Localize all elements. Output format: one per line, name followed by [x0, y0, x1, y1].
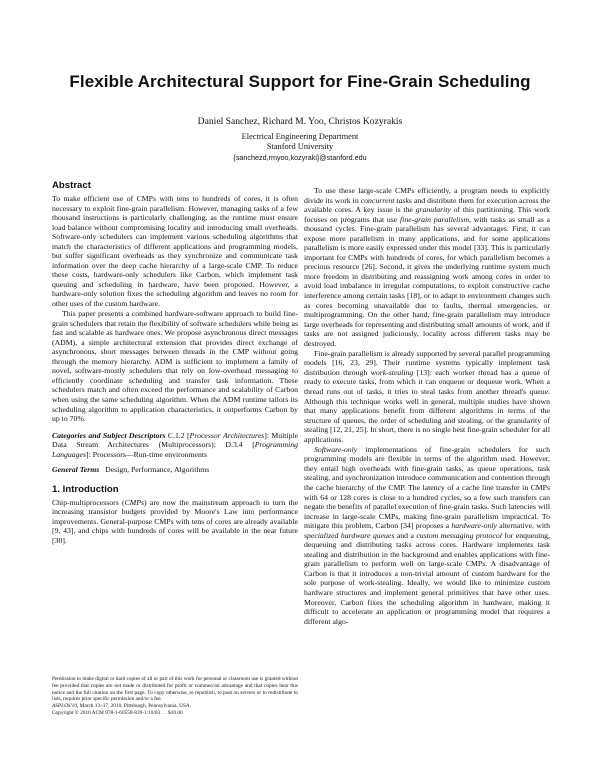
general-terms: [52, 465, 298, 475]
general-terms-label: General Terms: [52, 465, 100, 475]
category-rest-2: ]: Processors—Run-time environments: [86, 449, 208, 459]
rp1-b: and distribute them for execution across the available cores. A key issue is the: [304, 195, 550, 215]
category-programming-languages: Programming Languages: [52, 440, 298, 459]
categories-label: Categories and Subject Descriptors: [52, 430, 166, 440]
conference-line: [52, 703, 298, 710]
author-list: Daniel Sanchez, Richard M. Yoo, Christos Kozyrakis: [197, 116, 403, 127]
rp1-d: , with tasks as small as a thousand cycles. Fine-grain parallelism has several advantages. First, it can expose more parallelism in many applications, and for some applications parallelism is more easily expressed under this model [33]. This is particularly important for CMPs with hundreds of cores, for which parallelism becomes a precious resource [26]. Second, it gives the underlying runtime system much more freedom in distributing and reassigning work among cores in order to avoid load imbalance in irregular computations, to exploit constructive cache interference among certain tasks [18], or to adapt to environment changes such as cores becoming unavailable due to faults, thermal emergencies, or multiprogramming. On the other hand, fine-grain parallelism may introduce large overheads for representing and distributing small amounts of work, and if tasks are not assigned judiciously, locality across different tasks may be destroyed.: [304, 214, 550, 348]
category-code: C.1.2 [: [167, 430, 190, 440]
introduction-paragraph-1: [52, 498, 298, 546]
abstract-paragraph-1: To make efficient use of CMPs with tens to hundreds of cores, it is often necessary to exploit fine-grain parallelism. However, managing tasks of a few thousand instructions is particularly challenging, as the runtime must ensure load balance without compromising locality and introducing small overheads. Software-only schedulers can implement various scheduling algorithms that match the characteristics of different applications and programming models, but suffer significant overheads as they synchronize and communicate task information over the deep cache hierarchy of a large-scale CMP. To reduce these costs, hardware-only schedulers like Carbon, which implement task queuing and scheduling in hardware, have been proposed. However, a hardware-only solution fixes the scheduling algorithm and leaves no room for other uses of the custom hardware.: [52, 194, 298, 309]
abstract-paragraph-2: This paper presents a combined hardware-software approach to build fine-grain schedulers that retain the flexibility of software schedulers while being as fast and scalable as hardware ones. We propose asynchronous direct messages (ADM), a simple architectural extension that provides direct exchange of asynchronous, short messages between threads in the CMP without going through the memory hierarchy. ADM is sufficient to implement a family of novel, software-mostly schedulers that rely on low-overhead messaging to efficiently coordinate scheduling and transfer task information. These schedulers match and often exceed the performance and scalability of Carbon when using the same scheduling algorithm. When the ADM runtime tailors its scheduling algorithm to application characteristics, it outperforms Carbon by up to 70%.: [52, 309, 298, 424]
abstract-heading: Abstract: [52, 180, 91, 191]
permission-text: Permission to make digital or hard copies of all or part of this work for personal or classroom use is granted without fee provided that copies are not made or distributed for profit or commercial advantage and that copies bear this notice and the full citation on the first page. To copy otherwise, to republish, to post on servers or to redistribute to lists, requires prior specific permission and/or a fee.: [52, 676, 298, 703]
rp3-software-only: Software-only: [314, 444, 358, 454]
rp2-b: [13]: each worker thread has a queue of ready to execute tasks, from which it can enqueue or dequeue work. When a thread runs out of tasks, it tries to steal tasks from another thread's queue. Although this technique works well in general, multiple studies have shown that many applications benefit from different algorithms in terms of the structure of queues, the order of scheduling and stealing, or the granularity of stealing [12, 21, 25]. In short, there is no single best fine-grain scheduler for all applications.: [304, 367, 550, 444]
rp3-custom-messaging-protocol: custom messaging protocol: [416, 530, 502, 540]
rp1-c: of this partitioning. This work focuses on programs that use: [304, 205, 551, 224]
intro-text-b: ) are now the mainstream approach to turn the increasing transistor budgets provided by Moore's Law into performance improvements. General-purpose CMPs with tens of cores are already available [9, 43], and chips with hundreds of cores will be available in the near future [30].: [52, 497, 299, 545]
intro-cmps-term: CMPs: [124, 497, 145, 507]
categories-and-descriptors: [52, 431, 298, 460]
rp1-granularity: granularity: [415, 205, 451, 215]
intro-text-a: Chip-multiprocessors (: [52, 497, 125, 507]
category-rest-1: ]: Multiple Data Stream Architectures (Multiprocessors); D.3.4 [: [52, 430, 299, 450]
right-paragraph-1: [304, 186, 550, 348]
conference-details: March 13–17, 2010, Pittsburgh, Pennsylvania, USA.: [79, 703, 192, 710]
right-column: [304, 186, 550, 626]
rp1-fine-grain-parallelism: fine-grain parallelism: [400, 214, 470, 224]
category-processor-architectures: Processor Architectures: [189, 430, 265, 440]
rp2-work-stealing: work-stealing: [370, 367, 414, 377]
rp3-b: alternative, with: [496, 521, 551, 531]
general-terms-value: Design, Performance, Algorithms: [105, 465, 210, 475]
paper-title: Flexible Architectural Support for Fine-Grain Scheduling: [69, 72, 531, 91]
author-email[interactable]: {sanchezd,rmyoo,kozyraki}@stanford.edu: [233, 153, 367, 162]
permission-notice: [52, 676, 298, 717]
affiliation-university: Stanford University: [266, 142, 334, 151]
rp3-a: implementations of fine-grain schedulers for such programming models are flexible in terms of the algorithm used. However, they entail high overheads with fine-grain tasks, as queue operations, task stealing, and synchronization introduce communication and contention through the cache hierarchy of the CMP. The latency of a cache line transfer in CMPs with 64 or 128 cores is close to a hundred cycles, so a few such transfers can negate the benefits of parallel execution of fine-grain tasks. Such latencies will increase in large-scale CMPs, making fine-grain parallelism impractical. To mitigate this problem, Carbon [34] proposes a: [304, 444, 550, 531]
right-paragraph-3: [304, 445, 550, 626]
left-column: [52, 180, 298, 546]
introduction-heading: 1. Introduction: [52, 483, 119, 495]
copyright-line: Copyright © 2010 ACM 978-1-60558-839-1/10/03. . . $10.00: [52, 710, 183, 717]
conference-name: ASPLOS'10,: [52, 703, 79, 710]
affiliation-department: Electrical Engineering Department: [241, 132, 359, 141]
rp3-c: and a: [394, 530, 417, 540]
rp3-d: for enqueuing, dequeuing and distributing tasks across cores. Hardware implements task stealing and distribution in the background and enables applications with fine-grain parallelism to perform well on large-scale CMPs. A disadvantage of Carbon is that it introduces a non-trivial amount of custom hardware for the sole purpose of work-stealing. Ideally, we would like to minimize custom hardware structures and implement general primitives that have other uses. Moreover, Carbon fixes the scheduling algorithm in hardware, making it difficult to accelerate an application or programming model that requires a different algo-: [304, 530, 550, 626]
rp3-specialized-hardware-queues: specialized hardware queues: [304, 530, 395, 540]
rp1-a: To use these large-scale CMPs efficiently, a program needs to explicitly divide its work in: [304, 186, 550, 205]
rp2-a: Fine-grain parallelism is already supported by several parallel programming models [16, 23, 29]. Their runtime systems typically implement task distribution through: [304, 348, 550, 377]
right-paragraph-2: [304, 349, 550, 444]
rp1-concurrent-tasks: concurrent tasks: [360, 195, 412, 205]
rp3-hardware-only: hardware-only: [451, 521, 497, 531]
